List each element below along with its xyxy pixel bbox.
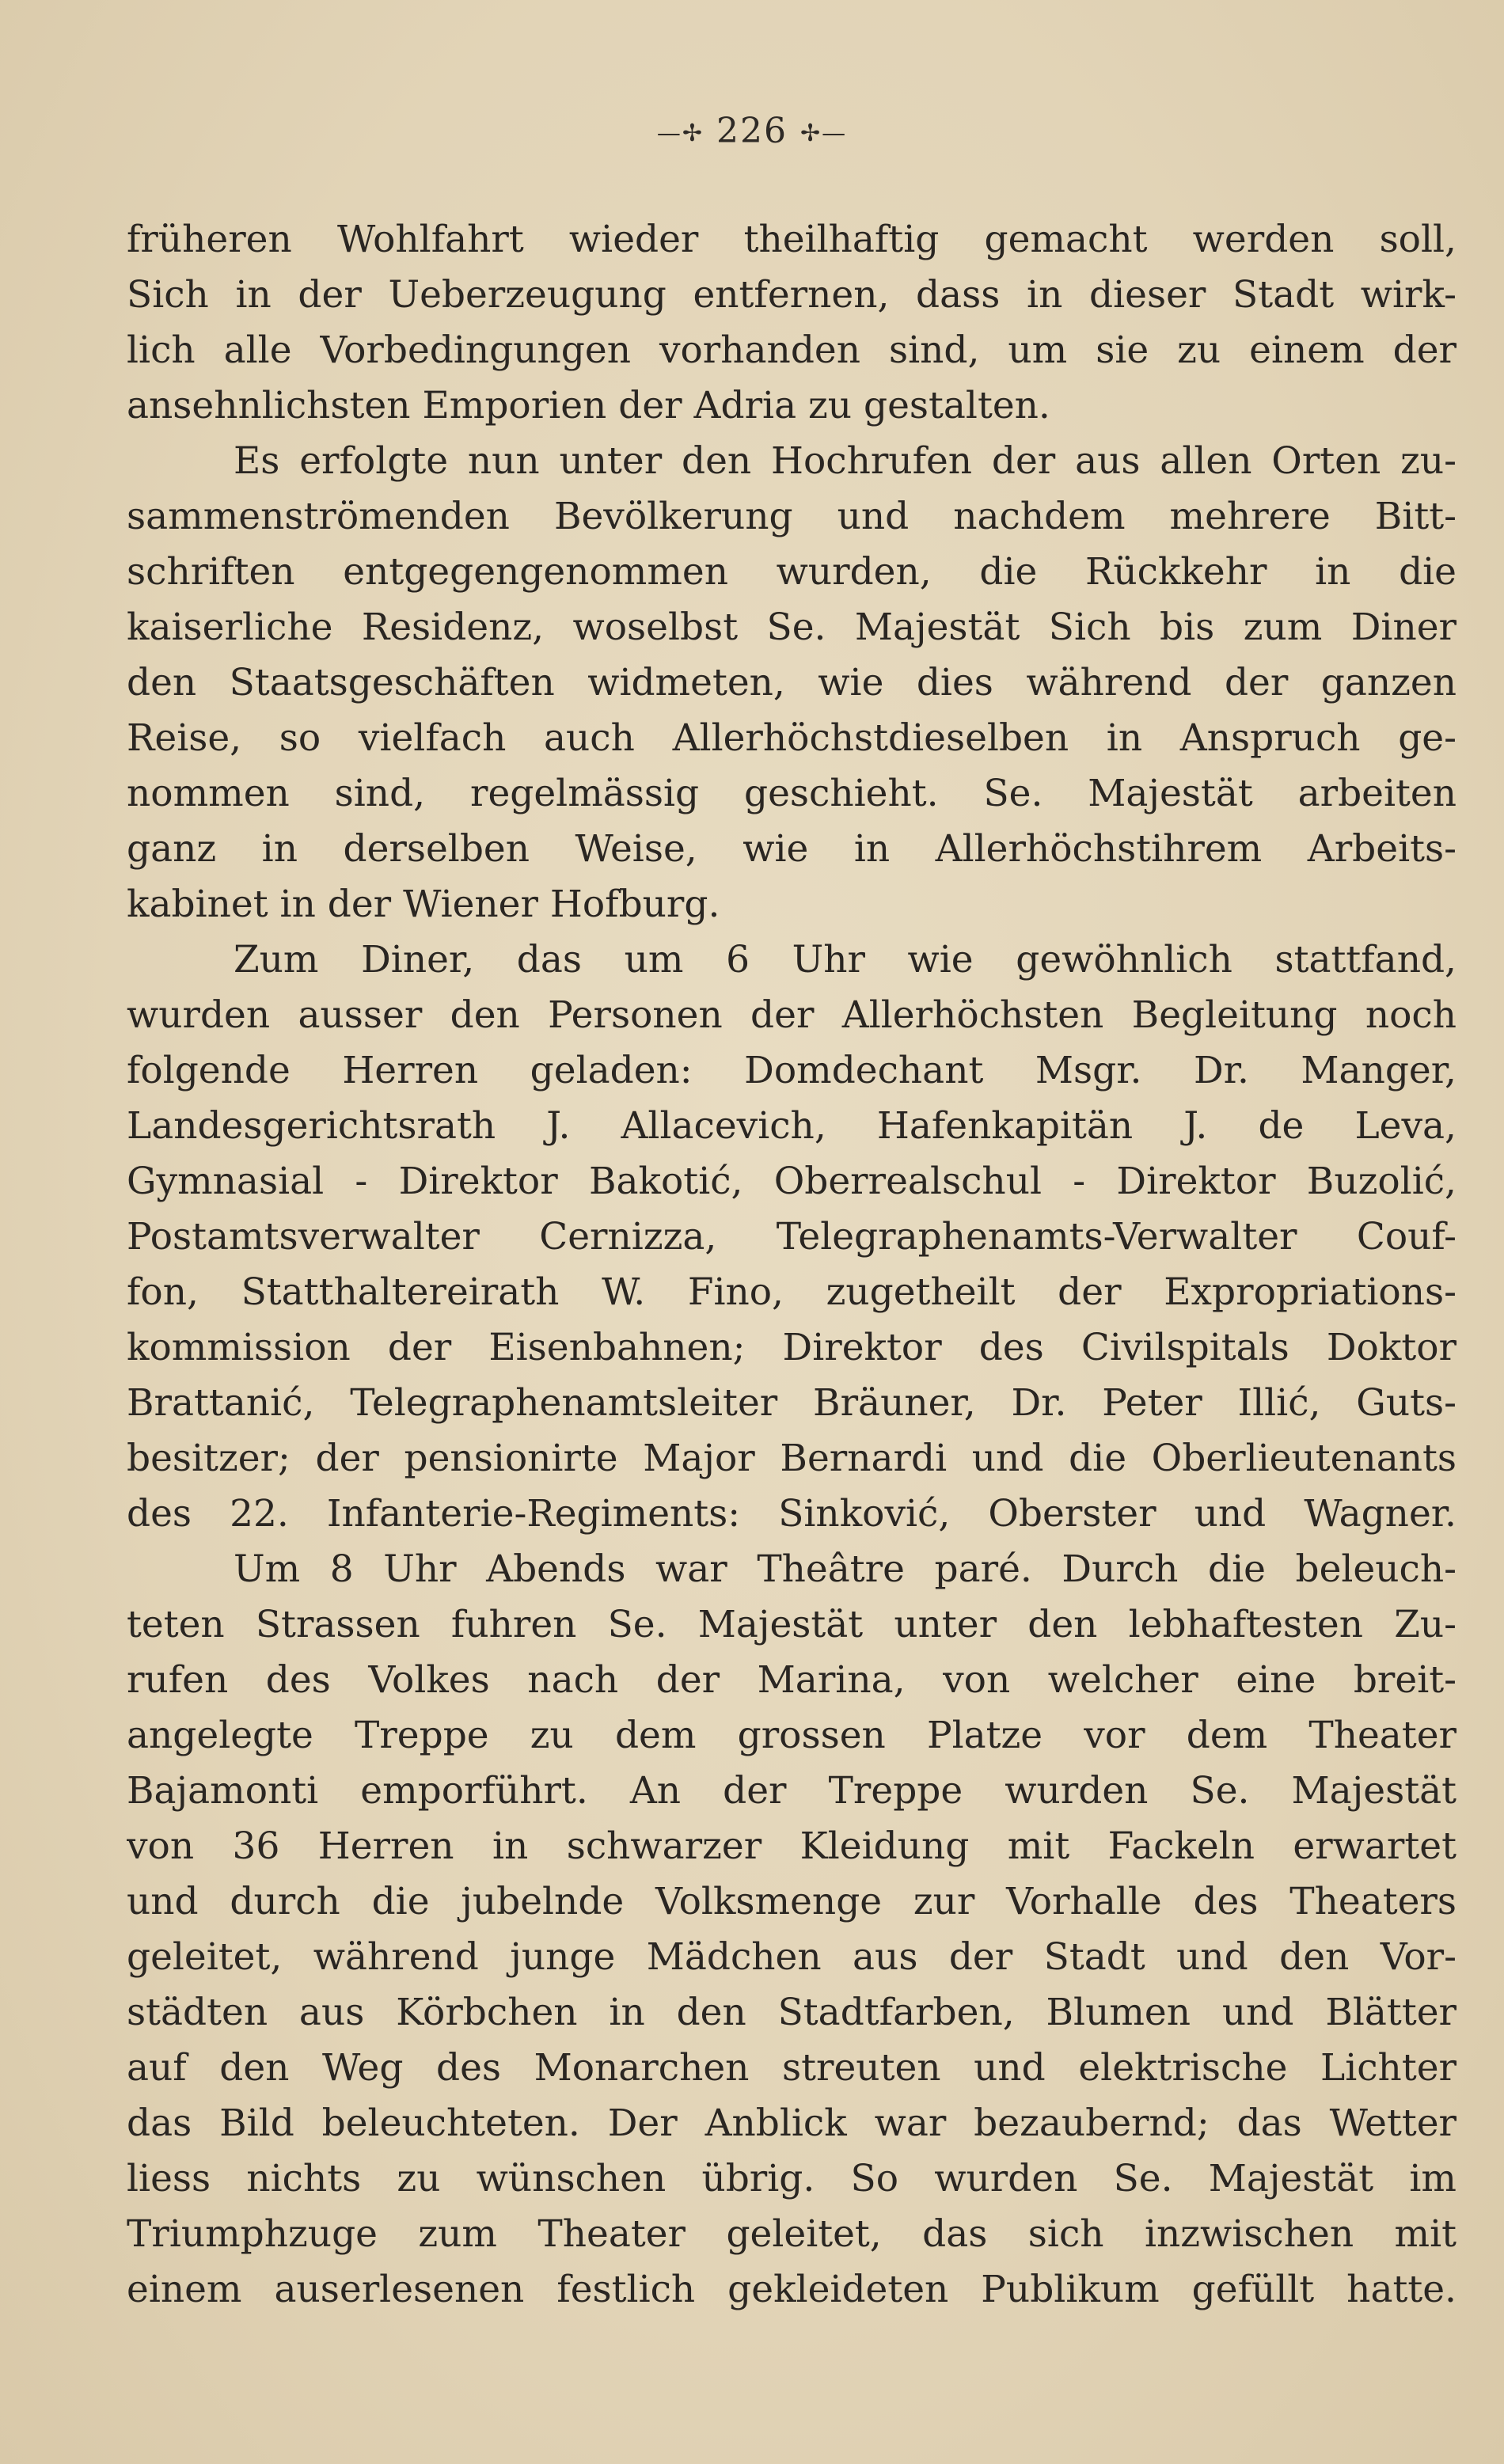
text-line: Sich in der Ueberzeugung entfernen, dass in dieser Stadt wirk- [127, 273, 1457, 317]
text-line: Triumphzuge zum Theater geleitet, das sich inzwischen mit [127, 2212, 1457, 2256]
text-line: angelegte Treppe zu dem grossen Platze vor dem Theater [127, 1714, 1457, 1757]
text-line: einem auserlesenen festlich gekleideten Publikum gefüllt hatte. [127, 2268, 1457, 2311]
text-line: den Staatsgeschäften widmeten, wie dies während der ganzen [127, 661, 1457, 704]
page-header [0, 111, 1504, 151]
text-line: rufen des Volkes nach der Marina, von welcher eine breit- [127, 1658, 1457, 1702]
text-line: Um 8 Uhr Abends war Theâtre paré. Durch die beleuch- [234, 1547, 1457, 1591]
body-text [127, 212, 1457, 2318]
text-line: des 22. Infanterie-Regiments: Sinković, Oberster und Wagner. [127, 1492, 1457, 1536]
text-line: Brattanić, Telegraphenamtsleiter Bräuner, Dr. Peter Illić, Guts- [127, 1381, 1457, 1425]
text-line: liess nichts zu wünschen übrig. So wurden Se. Majestät im [127, 2157, 1457, 2200]
text-line: Gymnasial - Direktor Bakotić, Oberrealschul - Direktor Buzolić, [127, 1160, 1457, 1203]
text-line: Landesgerichtsrath J. Allacevich, Hafenkapitän J. de Leva, [127, 1104, 1457, 1148]
text-line: lich alle Vorbedingungen vorhanden sind, um sie zu einem der [127, 328, 1457, 372]
page-number: 226 [716, 111, 788, 151]
text-line: kommission der Eisenbahnen; Direktor des Civilspitals Doktor [127, 1326, 1457, 1369]
text-line: von 36 Herren in schwarzer Kleidung mit Fackeln erwartet [127, 1824, 1457, 1868]
text-line: schriften entgegengenommen wurden, die Rückkehr in die [127, 550, 1457, 594]
text-line: kabinet in der Wiener Hofburg. [127, 883, 720, 926]
text-line: auf den Weg des Monarchen streuten und elektrische Lichter [127, 2046, 1457, 2090]
text-line: städten aus Körbchen in den Stadtfarben, Blumen und Blätter [127, 1991, 1457, 2034]
text-line: besitzer; der pensionirte Major Bernardi und die Oberlieutenants [127, 1437, 1457, 1480]
text-line: Reise, so vielfach auch Allerhöchstdieselben in Anspruch ge- [127, 716, 1457, 760]
text-line: Bajamonti emporführt. An der Treppe wurden Se. Majestät [127, 1769, 1457, 1813]
text-line: fon, Statthaltereirath W. Fino, zugetheilt der Expropriations- [127, 1270, 1457, 1314]
text-line: Postamtsverwalter Cernizza, Telegraphenamts-Verwalter Couf- [127, 1215, 1457, 1259]
ornament-left: —✢ [656, 120, 704, 147]
text-line: kaiserliche Residenz, woselbst Se. Majestät Sich bis zum Diner [127, 606, 1457, 649]
text-line: ansehnlichsten Emporien der Adria zu gestalten. [127, 384, 1050, 427]
text-line: ganz in derselben Weise, wie in Allerhöchstihrem Arbeits- [127, 827, 1457, 871]
text-line: teten Strassen fuhren Se. Majestät unter den lebhaftesten Zu- [127, 1603, 1457, 1646]
ornament-right: ✢— [799, 120, 848, 147]
text-line: geleitet, während junge Mädchen aus der Stadt und den Vor- [127, 1935, 1457, 1979]
text-line: und durch die jubelnde Volksmenge zur Vorhalle des Theaters [127, 1880, 1457, 1923]
text-line: nommen sind, regelmässig geschieht. Se. Majestät arbeiten [127, 772, 1457, 815]
text-line: früheren Wohlfahrt wieder theilhaftig gemacht werden soll, [127, 218, 1457, 261]
text-line: folgende Herren geladen: Domdechant Msgr. Dr. Manger, [127, 1049, 1457, 1092]
text-line: das Bild beleuchteten. Der Anblick war bezaubernd; das Wetter [127, 2101, 1457, 2145]
text-line: sammenströmenden Bevölkerung und nachdem mehrere Bitt- [127, 495, 1457, 538]
text-line: wurden ausser den Personen der Allerhöchsten Begleitung noch [127, 993, 1457, 1037]
text-line: Es erfolgte nun unter den Hochrufen der aus allen Orten zu- [234, 439, 1457, 483]
text-line: Zum Diner, das um 6 Uhr wie gewöhnlich stattfand, [234, 938, 1457, 981]
